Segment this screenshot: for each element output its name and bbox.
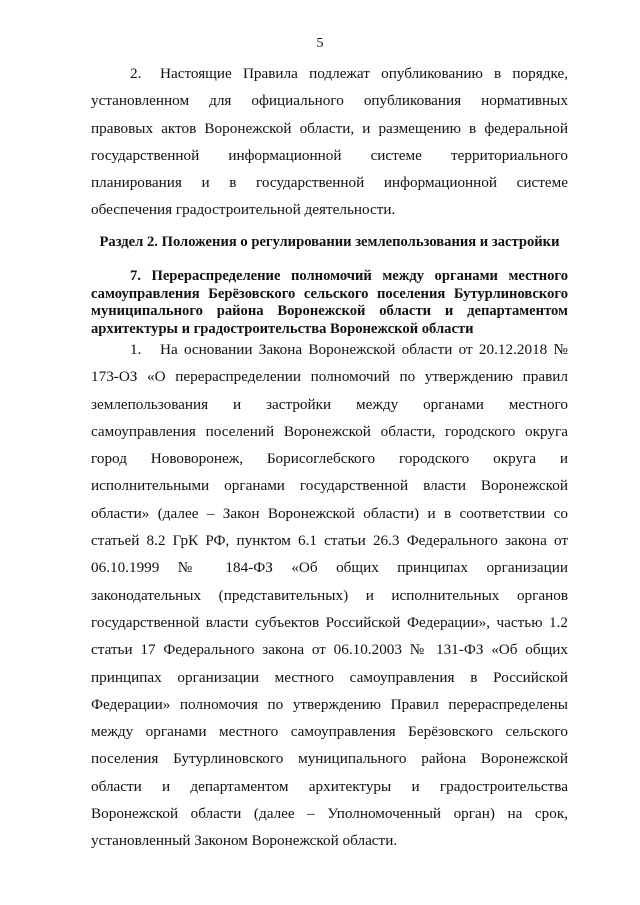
paragraph-number: 2.: [130, 65, 142, 82]
paragraph-redistribution: [91, 336, 568, 855]
paragraph-text: На основании Закона Воронежской области от 20.12.2018 № 173-ОЗ «О перераспределении полномочий по утверждению правил землепользования и застройки между органами местного самоуправления поселений Воронежской области, городского округа город Нововоронеж, Борисоглебского городского округа и исполнительными органами государственной власти Воронежской области» (далее – Закон Воронежской области) и в соответствии со статьей 8.2 ГрК РФ, пунктом 6.1 статьи 26.3 Федерального закона от 06.10.1999 № 184-ФЗ «Об общих принципах организации законодательных (представительных) и исполнительных органов государственной власти субъектов Российской Федерации», частью 1.2 статьи 17 Федерального закона от 06.10.2003 № 131-ФЗ «Об общих принципах организации местного самоуправления в Российской Федерации» полномочия по утверждению Правил перераспределены между органами местного самоуправления Берёзовского сельского поселения Бутурлиновского муниципального района Воронежской области и департаментом архитектуры и градостроительства Воронежской области (далее – Уполномоченный орган) на срок, установленный Законом Воронежской области.: [91, 341, 568, 850]
paragraph-publication: [91, 60, 568, 224]
subsection-title: 7. Перераспределение полномочий между органами местного самоуправления Берёзовского сельского поселения Бутурлиновского муниципального района Воронежской области и департаментом архитектуры и градостроительства Воронежской области: [91, 268, 568, 337]
section-title: Раздел 2. Положения о регулировании землепользования и застройки: [99, 234, 560, 250]
page-number: 5: [316, 36, 324, 51]
paragraph-text: Настоящие Правила подлежат опубликованию в порядке, установленном для официального опубликования нормативных правовых актов Воронежской области, и размещению в федеральной государственной информационной системе территориального планирования и в государственной информационной системе обеспечения градостроительной деятельности.: [91, 65, 568, 219]
paragraph-number: 1.: [130, 341, 142, 358]
